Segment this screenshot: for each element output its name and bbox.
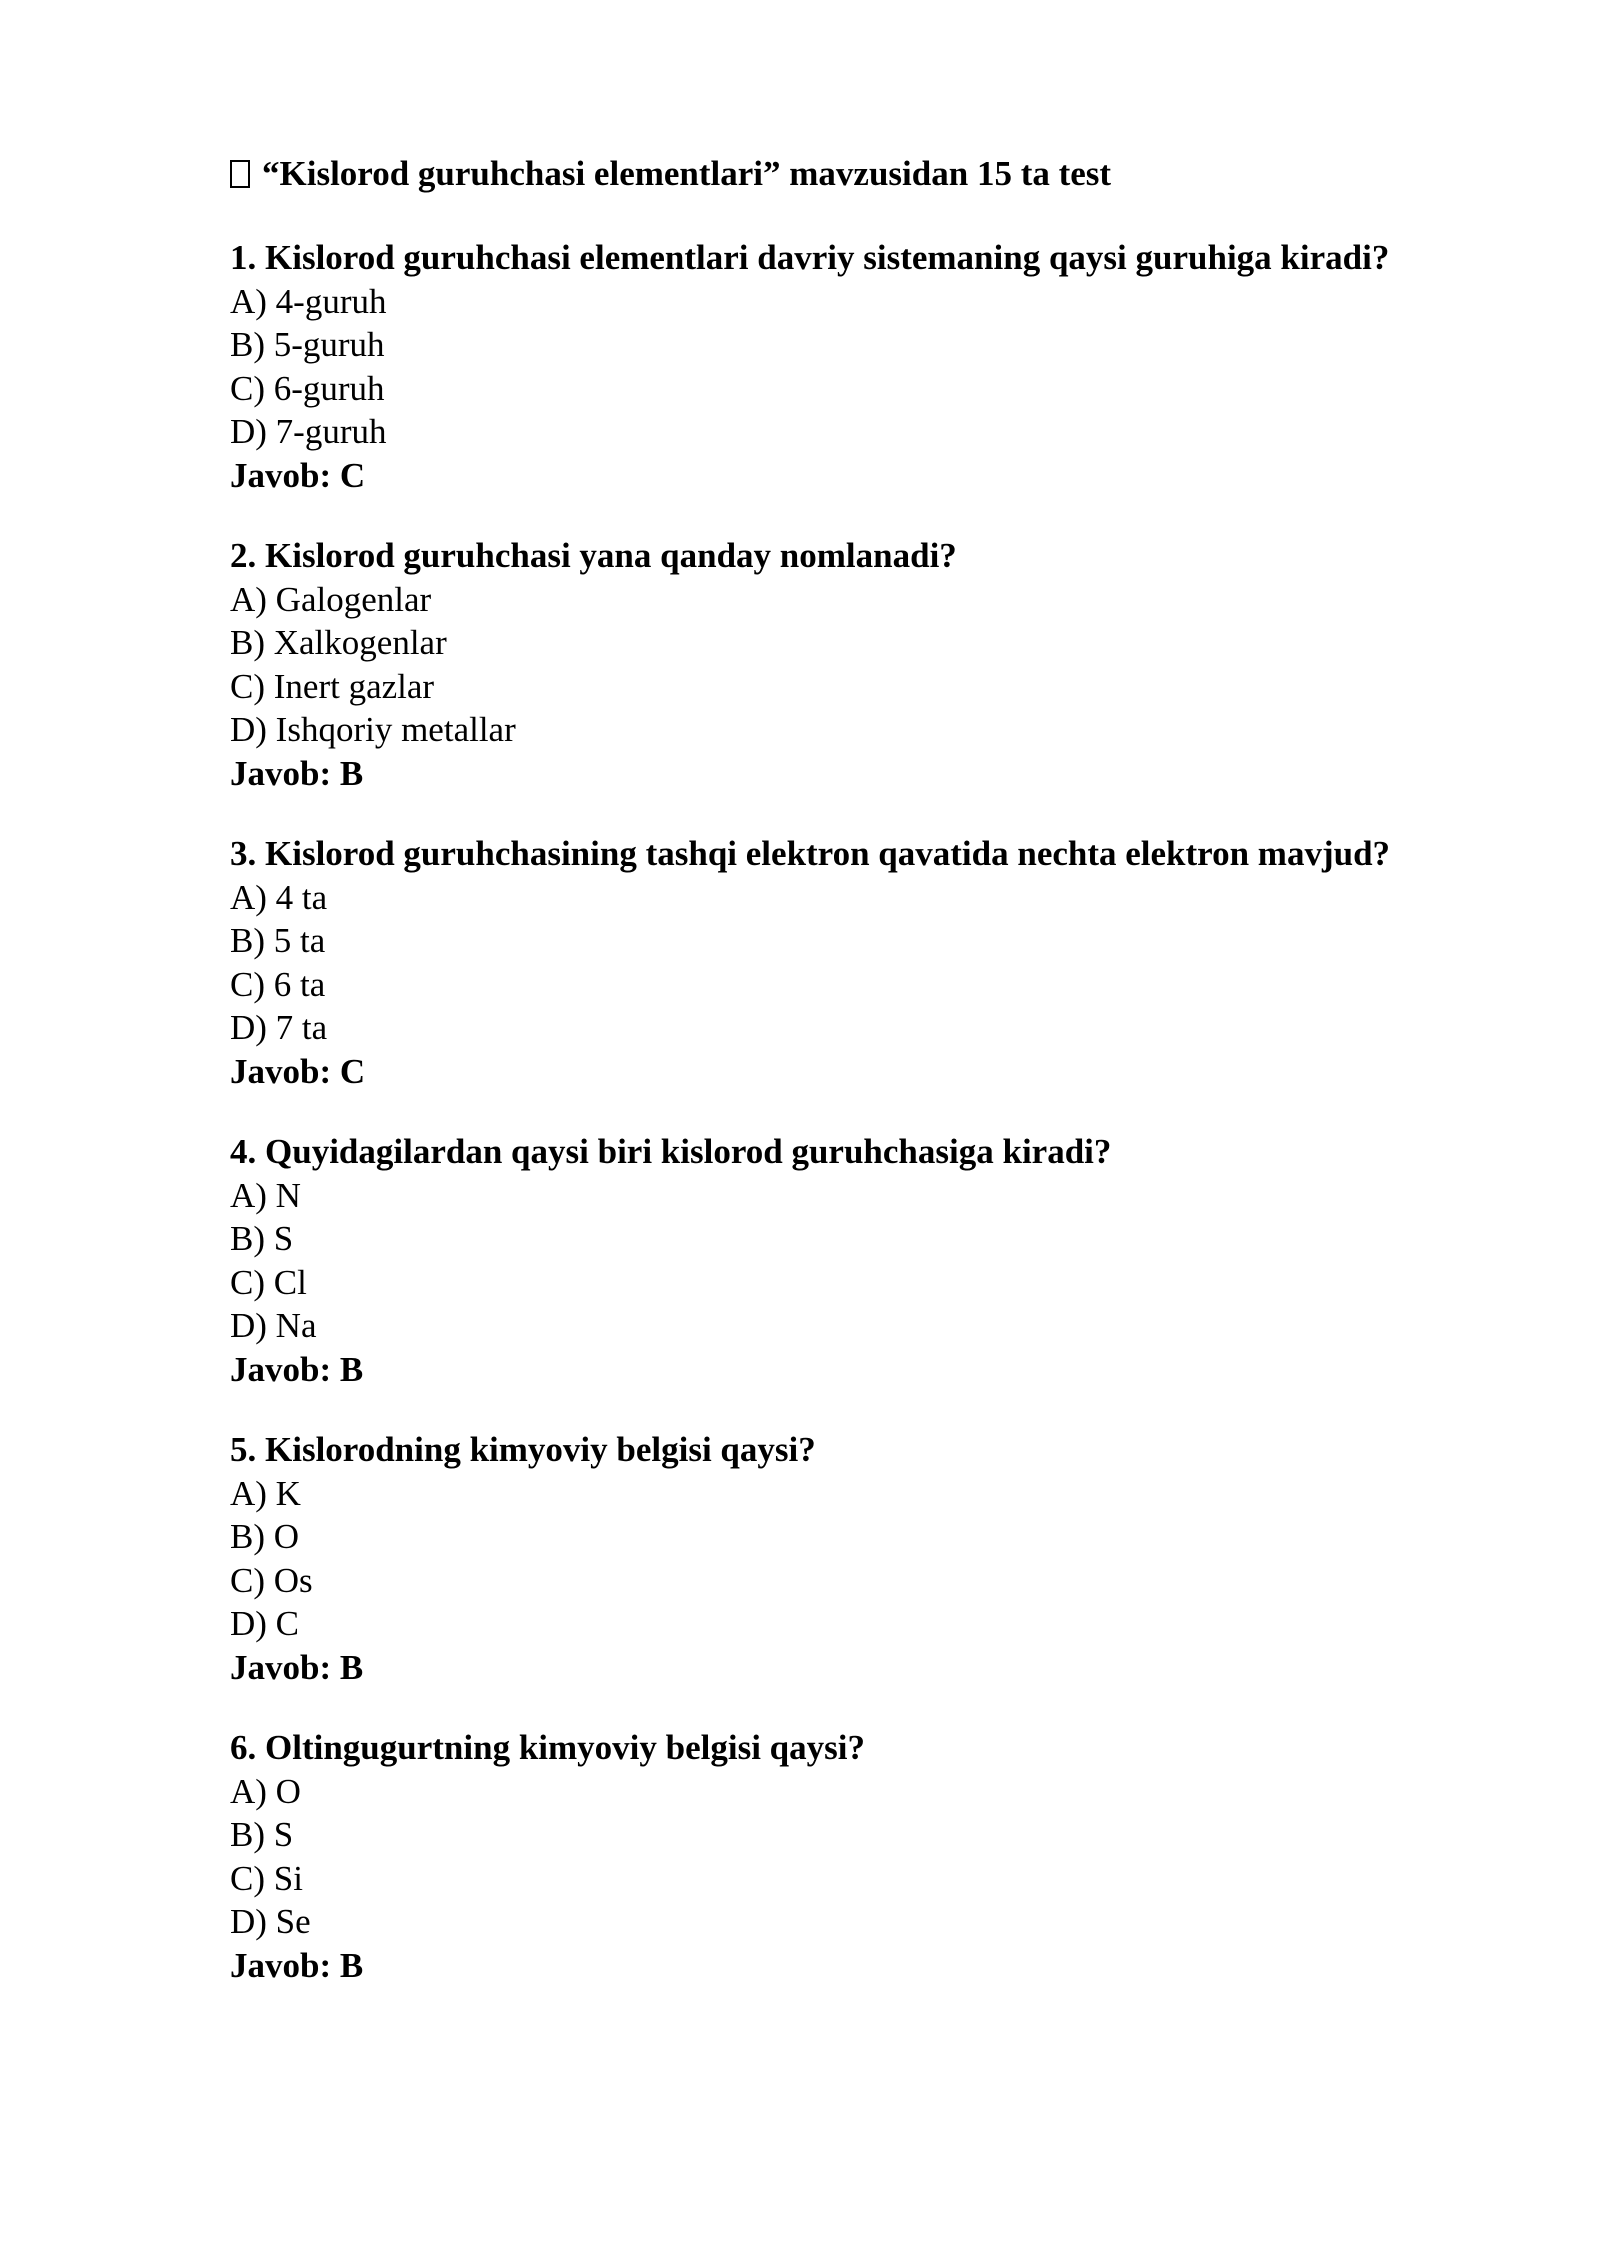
question-text: 6. Oltingugurtning kimyoviy belgisi qaysi?: [230, 1728, 865, 1767]
option-c: C) Os: [230, 1560, 313, 1600]
answer: Javob: B: [230, 1647, 364, 1687]
question-text: 5. Kislorodning kimyoviy belgisi qaysi?: [230, 1430, 816, 1469]
document-page: [230, 152, 1530, 2024]
option-c: C) Si: [230, 1858, 303, 1898]
answer: Javob: C: [230, 455, 366, 495]
option-d: D) Se: [230, 1902, 311, 1941]
question-4: [230, 1130, 1530, 1391]
option-d: D) Ishqoriy metallar: [230, 710, 516, 749]
document-title-text: “Kislorod guruhchasi elementlari” mavzusidan 15 ta test: [262, 154, 1112, 193]
option-a: A) Galogenlar: [230, 579, 432, 619]
option-b: B) S: [230, 1219, 294, 1258]
option-d: D) C: [230, 1604, 300, 1643]
option-c: C) 6-guruh: [230, 368, 385, 408]
option-c: C) 6 ta: [230, 964, 326, 1004]
question-3: [230, 832, 1530, 1093]
question-text: 1. Kislorod guruhchasi elementlari davriy sistemaning qaysi guruhiga kiradi?: [230, 238, 1390, 277]
option-c: C) Inert gazlar: [230, 666, 435, 706]
option-d: D) Na: [230, 1306, 317, 1345]
option-c: C) Cl: [230, 1262, 307, 1302]
option-a: A) 4-guruh: [230, 281, 387, 321]
option-a: A) 4 ta: [230, 877, 328, 917]
question-1: [230, 236, 1530, 497]
question-6: [230, 1726, 1530, 1987]
option-a: A) K: [230, 1473, 301, 1513]
missing-glyph-icon: [230, 160, 250, 188]
answer: Javob: B: [230, 1945, 364, 1985]
question-text: 2. Kislorod guruhchasi yana qanday nomlanadi?: [230, 536, 957, 575]
question-5: [230, 1428, 1530, 1689]
option-b: B) O: [230, 1517, 300, 1556]
question-2: [230, 534, 1530, 795]
option-a: A) O: [230, 1771, 301, 1811]
option-d: D) 7 ta: [230, 1008, 328, 1047]
document-title: [230, 152, 1530, 196]
question-text: 4. Quyidagilardan qaysi biri kislorod guruhchasiga kiradi?: [230, 1132, 1112, 1171]
answer: Javob: B: [230, 1349, 364, 1389]
option-a: A) N: [230, 1175, 301, 1215]
option-b: B) 5-guruh: [230, 325, 385, 364]
option-b: B) 5 ta: [230, 921, 326, 960]
option-d: D) 7-guruh: [230, 412, 387, 451]
option-b: B) Xalkogenlar: [230, 623, 447, 662]
answer: Javob: B: [230, 753, 364, 793]
option-b: B) S: [230, 1815, 294, 1854]
question-text: 3. Kislorod guruhchasining tashqi elektron qavatida nechta elektron mavjud?: [230, 834, 1391, 873]
answer: Javob: C: [230, 1051, 366, 1091]
